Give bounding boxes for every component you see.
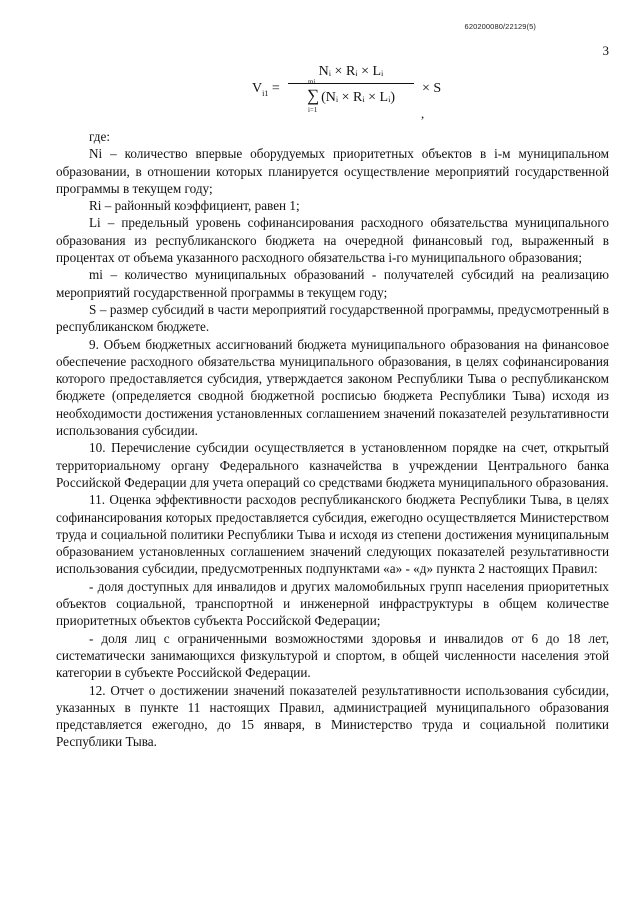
paragraph-10: 10. Перечисление субсидии осуществляется в установленном порядке на счет, открытый территориальному органу Федерального казначейства в учреждении Центрального банка Российской Федерации для учета операций со средствами бюджета муниципального образования. (56, 440, 609, 490)
paragraph-mi-definition: mi – количество муниципальных образований - получателей субсидий на реализацию мероприятий государственной программы в текущем году; (56, 267, 609, 300)
paragraph-11: 11. Оценка эффективности расходов республиканского бюджета Республики Тыва, в целях софинансирования которых предоставляется субсидия, ежегодно осуществляется Министерством труда и социальной политики Республики Тыва и исходя из степени достижения муниципальным образованием установленных соглашением значений следующих показателей результативности использования субсидии, предусмотренных подпунктами «а» - «д» пункта 2 настоящих Правил: (56, 492, 609, 577)
fraction-bar (288, 83, 414, 84)
paragraph-ni-definition: Ni – количество впервые оборудуемых приоритетных объектов в i-м муниципальном образовании, в отношении которых планируется осуществление мероприятий государственной программы в текущем году; (56, 146, 609, 196)
paragraph-ri-definition: Ri – районный коэффициент, равен 1; (89, 198, 300, 214)
paragraph-11-item-1: - доля доступных для инвалидов и других маломобильных групп населения приоритетных объектов социальной, транспортной и инженерной инфраструктуры в общем количестве приоритетных объектов субъекта Российской Федерации; (56, 578, 609, 629)
formula-trailing-comma: , (421, 106, 425, 121)
document-id: 620200080/22129(5) (464, 22, 536, 31)
paragraph-where: где: (89, 129, 110, 144)
sum-symbol: mi ∑ i=1 (306, 78, 320, 114)
paragraph-9: 9. Объем бюджетных ассигнований бюджета муниципального образования на финансовое обеспечение расходного обязательства муниципального образования, в целях софинансирования которого предоставляется субсидия, утверждается законом Республики Тыва о республиканском бюджете (определяется сводной бюджетной росписью бюджета Республики Тыва) исходя из необходимости достижения установленных соглашением значений показателей результативности использования субсидии. (56, 336, 609, 439)
paragraph-s-definition: S – размер субсидий в части мероприятий государственной программы, предусмотренный в республиканском бюджете. (56, 301, 609, 335)
paragraph-11-item-2: - доля лиц с ограниченными возможностями здоровья и инвалидов от 6 до 18 лет, систематически занимающихся физкультурой и спортом, в общей численности населения этой категории в субъекте Российской Федерации. (56, 630, 609, 681)
formula-numerator: Nᵢ × Rᵢ × Lᵢ (318, 64, 384, 79)
paragraph-12: 12. Отчет о достижении значений показателей результативности использования субсидии, указанных в пункте 11 настоящих Правил, администрацией муниципального образования представляется ежегодно, до 15 января, в Министерство труда и социальной политики Республики Тыва. (56, 682, 609, 750)
formula-fraction (288, 64, 414, 114)
page-number: 3 (602, 43, 609, 58)
document-body (56, 128, 609, 751)
formula-multiplier: × S (422, 81, 442, 96)
formula (236, 58, 496, 128)
formula-lhs: $V_{i1}$ = (252, 81, 280, 98)
formula-denominator: mi ∑ i=1 (Nᵢ × Rᵢ × Lᵢ) (306, 78, 396, 114)
paragraph-li-definition: Li – предельный уровень софинансирования расходного обязательства муниципального образования из республиканского бюджета на очередной финансовый год, выраженный в процентах от объема указанного расходного обязательства i-го муниципального образования; (56, 215, 609, 266)
